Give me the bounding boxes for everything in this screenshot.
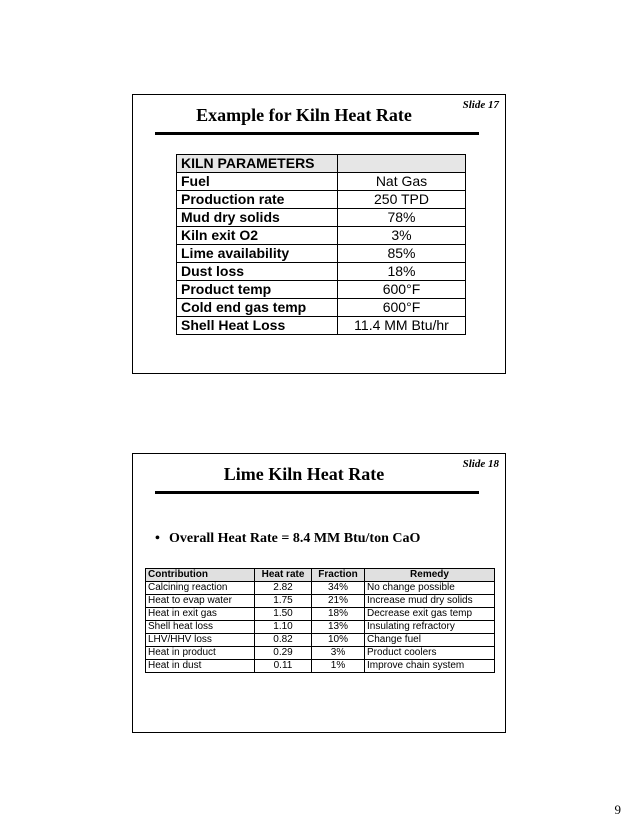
table-row [177,317,466,335]
table-row [146,582,495,595]
slide-18 [132,453,506,733]
table-row [177,281,466,299]
parameter-value: 600°F [338,281,466,299]
parameter-label: Fuel [177,173,338,191]
table-header-row [146,569,495,582]
slide-number: Slide 18 [462,458,499,470]
parameter-label: Lime availability [177,245,338,263]
fraction-cell: 34% [312,582,365,595]
kiln-parameters-table [176,154,466,335]
fraction-cell: 18% [312,608,365,621]
contribution-cell: Heat to evap water [146,595,255,608]
title-underline [155,491,479,494]
table-header: KILN PARAMETERS [177,155,338,173]
table-row [146,621,495,634]
contribution-cell: Heat in exit gas [146,608,255,621]
table-row [177,263,466,281]
parameter-label: Kiln exit O2 [177,227,338,245]
table-row [146,595,495,608]
parameter-value: 85% [338,245,466,263]
table-header-empty [338,155,466,173]
remedy-cell: Decrease exit gas temp [365,608,495,621]
heat-rate-cell: 1.75 [255,595,312,608]
heat-rate-cell: 0.82 [255,634,312,647]
contribution-cell: Calcining reaction [146,582,255,595]
remedy-cell: Change fuel [365,634,495,647]
parameter-label: Dust loss [177,263,338,281]
table-row [177,299,466,317]
remedy-cell: Improve chain system [365,660,495,673]
slide-number: Slide 17 [462,99,499,111]
fraction-cell: 1% [312,660,365,673]
parameter-value: 78% [338,209,466,227]
table-row [177,191,466,209]
column-header-heat-rate: Heat rate [255,569,312,582]
contribution-cell: Heat in product [146,647,255,660]
table-header-row [177,155,466,173]
table-row [177,245,466,263]
table-row [146,608,495,621]
contribution-cell: Heat in dust [146,660,255,673]
remedy-cell: Product coolers [365,647,495,660]
title-underline [155,132,479,135]
remedy-cell: Increase mud dry solids [365,595,495,608]
column-header-contribution: Contribution [146,569,255,582]
table-row [177,209,466,227]
bullet-icon: • [155,531,160,546]
column-header-remedy: Remedy [365,569,495,582]
heat-rate-cell: 0.29 [255,647,312,660]
fraction-cell: 10% [312,634,365,647]
parameter-value: 3% [338,227,466,245]
parameter-label: Production rate [177,191,338,209]
contribution-cell: LHV/HHV loss [146,634,255,647]
heat-rate-contribution-table [145,568,495,673]
parameter-label: Mud dry solids [177,209,338,227]
heat-rate-cell: 1.50 [255,608,312,621]
parameter-label: Product temp [177,281,338,299]
parameter-value: Nat Gas [338,173,466,191]
fraction-cell: 13% [312,621,365,634]
parameter-label: Shell Heat Loss [177,317,338,335]
table-row [177,173,466,191]
parameter-label: Cold end gas temp [177,299,338,317]
parameter-value: 11.4 MM Btu/hr [338,317,466,335]
table-row [146,660,495,673]
heat-rate-cell: 1.10 [255,621,312,634]
parameter-value: 250 TPD [338,191,466,209]
slide-17 [132,94,506,374]
slide-title: Lime Kiln Heat Rate [223,464,385,484]
table-row [146,634,495,647]
remedy-cell: Insulating refractory [365,621,495,634]
fraction-cell: 3% [312,647,365,660]
fraction-cell: 21% [312,595,365,608]
remedy-cell: No change possible [365,582,495,595]
page-number: 9 [614,802,621,817]
heat-rate-cell: 2.82 [255,582,312,595]
contribution-cell: Shell heat loss [146,621,255,634]
table-row [177,227,466,245]
column-header-fraction: Fraction [312,569,365,582]
table-row [146,647,495,660]
bullet-text: Overall Heat Rate = 8.4 MM Btu/ton CaO [169,531,421,546]
slide-title: Example for Kiln Heat Rate [196,105,412,125]
bullet-point [155,531,420,547]
parameter-value: 18% [338,263,466,281]
parameter-value: 600°F [338,299,466,317]
heat-rate-cell: 0.11 [255,660,312,673]
